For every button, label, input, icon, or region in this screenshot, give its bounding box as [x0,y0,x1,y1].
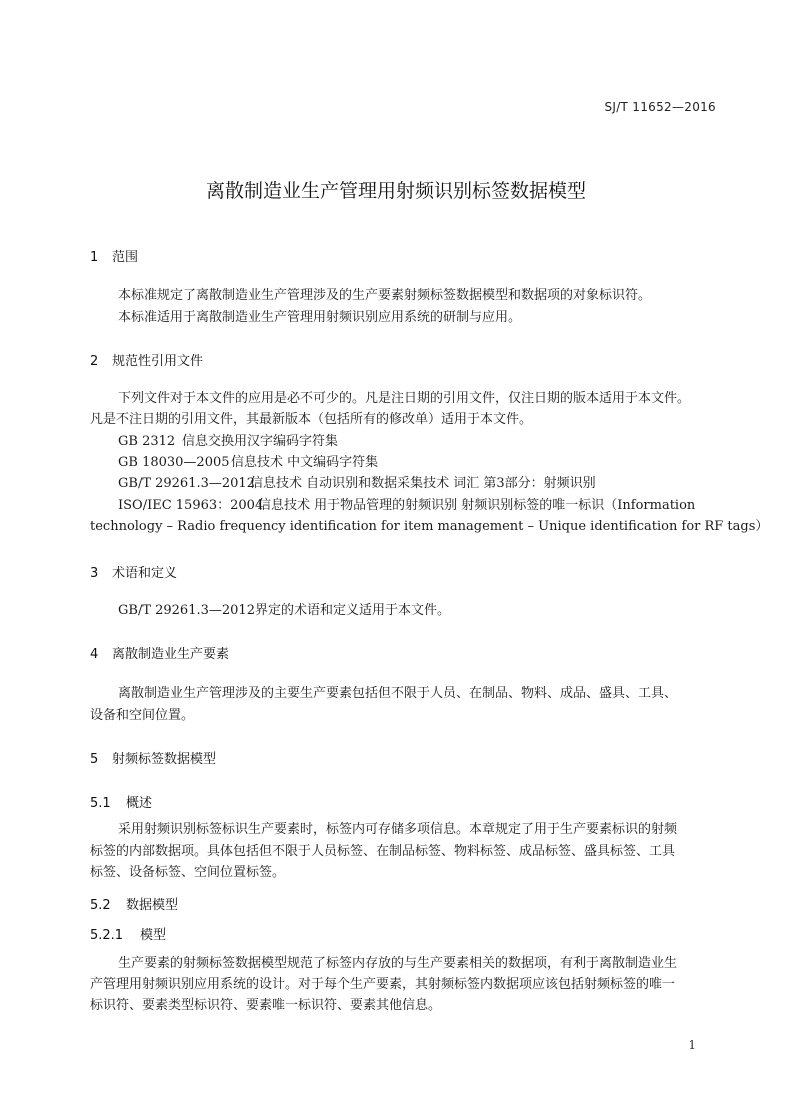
section-number: 5 [90,752,99,767]
reference-code: GB/T 29261.3—2012 [118,476,255,491]
section-number: 5.2.1 [90,928,124,943]
reference-title: 信息技术 用于物品管理的射频识别 射频识别标签的唯一标识（Information [258,498,696,513]
reference-item [118,432,338,452]
document-title: 离散制造业生产管理用射频识别标签数据模型 [205,180,586,202]
reference-item [118,453,378,473]
reference-code: GB 18030—2005 [118,455,230,470]
section-5-2-heading [90,894,178,913]
section-number: 1 [90,250,99,265]
reference-code: GB 2312 [118,434,176,449]
section-1-paragraph-2: 本标准适用于离散制造业生产管理用射频识别应用系统的研制与应用。 [118,310,522,325]
section-title: 模型 [140,928,167,943]
section-number: 4 [90,647,99,662]
page-number: 1 [688,1038,696,1052]
section-title: 范围 [112,250,139,265]
section-4-line-1: 离散制造业生产管理涉及的主要生产要素包括但不限于人员、在制品、物料、成品、盛具、工具、 [118,686,678,701]
section-1-heading [90,246,138,265]
section-2-heading [90,350,203,369]
reference-item [118,496,695,516]
section-title: 离散制造业生产要素 [112,647,230,662]
reference-item [118,474,596,494]
standard-code: SJ/T 11652—2016 [604,100,716,114]
section-3-paragraph: GB/T 29261.3—2012界定的术语和定义适用于本文件。 [118,603,450,618]
section-title: 术语和定义 [112,566,178,581]
section-number: 2 [90,354,99,369]
section-1-paragraph-1: 本标准规定了离散制造业生产管理涉及的生产要素射频标签数据模型和数据项的对象标识符。 [118,288,652,303]
section-title: 数据模型 [126,898,179,913]
section-3-heading [90,562,177,581]
section-2-intro-line-1: 下列文件对于本文件的应用是必不可少的。凡是注日期的引用文件，仅注日期的版本适用于本文件。 [118,391,691,406]
section-number: 5.2 [90,898,111,913]
section-5-1-heading [90,792,152,811]
reference-title: 信息交换用汉字编码字符集 [182,434,339,449]
section-title: 规范性引用文件 [112,354,204,369]
section-title: 概述 [126,796,153,811]
section-5-2-1-heading [90,924,166,943]
section-2-intro-line-2: 凡是不注日期的引用文件，其最新版本（包括所有的修改单）适用于本文件。 [90,412,533,427]
section-number: 5.1 [90,796,111,811]
section-5-1-line-3: 标签、设备标签、空间位置标签。 [90,865,286,880]
section-5-1-line-2: 标签的内部数据项。具体包括但不限于人员标签、在制品标签、物料标签、成品标签、盛具标签、工具 [90,844,676,859]
section-5-2-1-line-1: 生产要素的射频标签数据模型规范了标签内存放的与生产要素相关的数据项，有利于离散制造业生 [118,956,678,971]
section-4-line-2: 设备和空间位置。 [90,708,195,723]
section-4-heading [90,643,229,662]
section-5-2-1-line-3: 标识符、要素类型标识符、要素唯一标识符、要素其他信息。 [90,998,442,1013]
section-number: 3 [90,566,99,581]
section-title: 射频标签数据模型 [112,752,217,767]
section-5-2-1-line-2: 产管理用射频识别应用系统的设计。对于每个生产要素，其射频标签内数据项应该包括射频标签的唯一 [90,977,676,992]
reference-code: ISO/IEC 15963：2004 [118,498,264,513]
section-5-heading [90,748,216,767]
reference-title: 信息技术 自动识别和数据采集技术 词汇 第3部分：射频识别 [250,476,596,491]
reference-item-continuation: technology – Radio frequency identification for item management – Unique identification for RF tags） [90,519,769,534]
reference-title: 信息技术 中文编码字符集 [231,455,379,470]
section-5-1-line-1: 采用射频识别标签标识生产要素时，标签内可存储多项信息。本章规定了用于生产要素标识的射频 [118,822,678,837]
